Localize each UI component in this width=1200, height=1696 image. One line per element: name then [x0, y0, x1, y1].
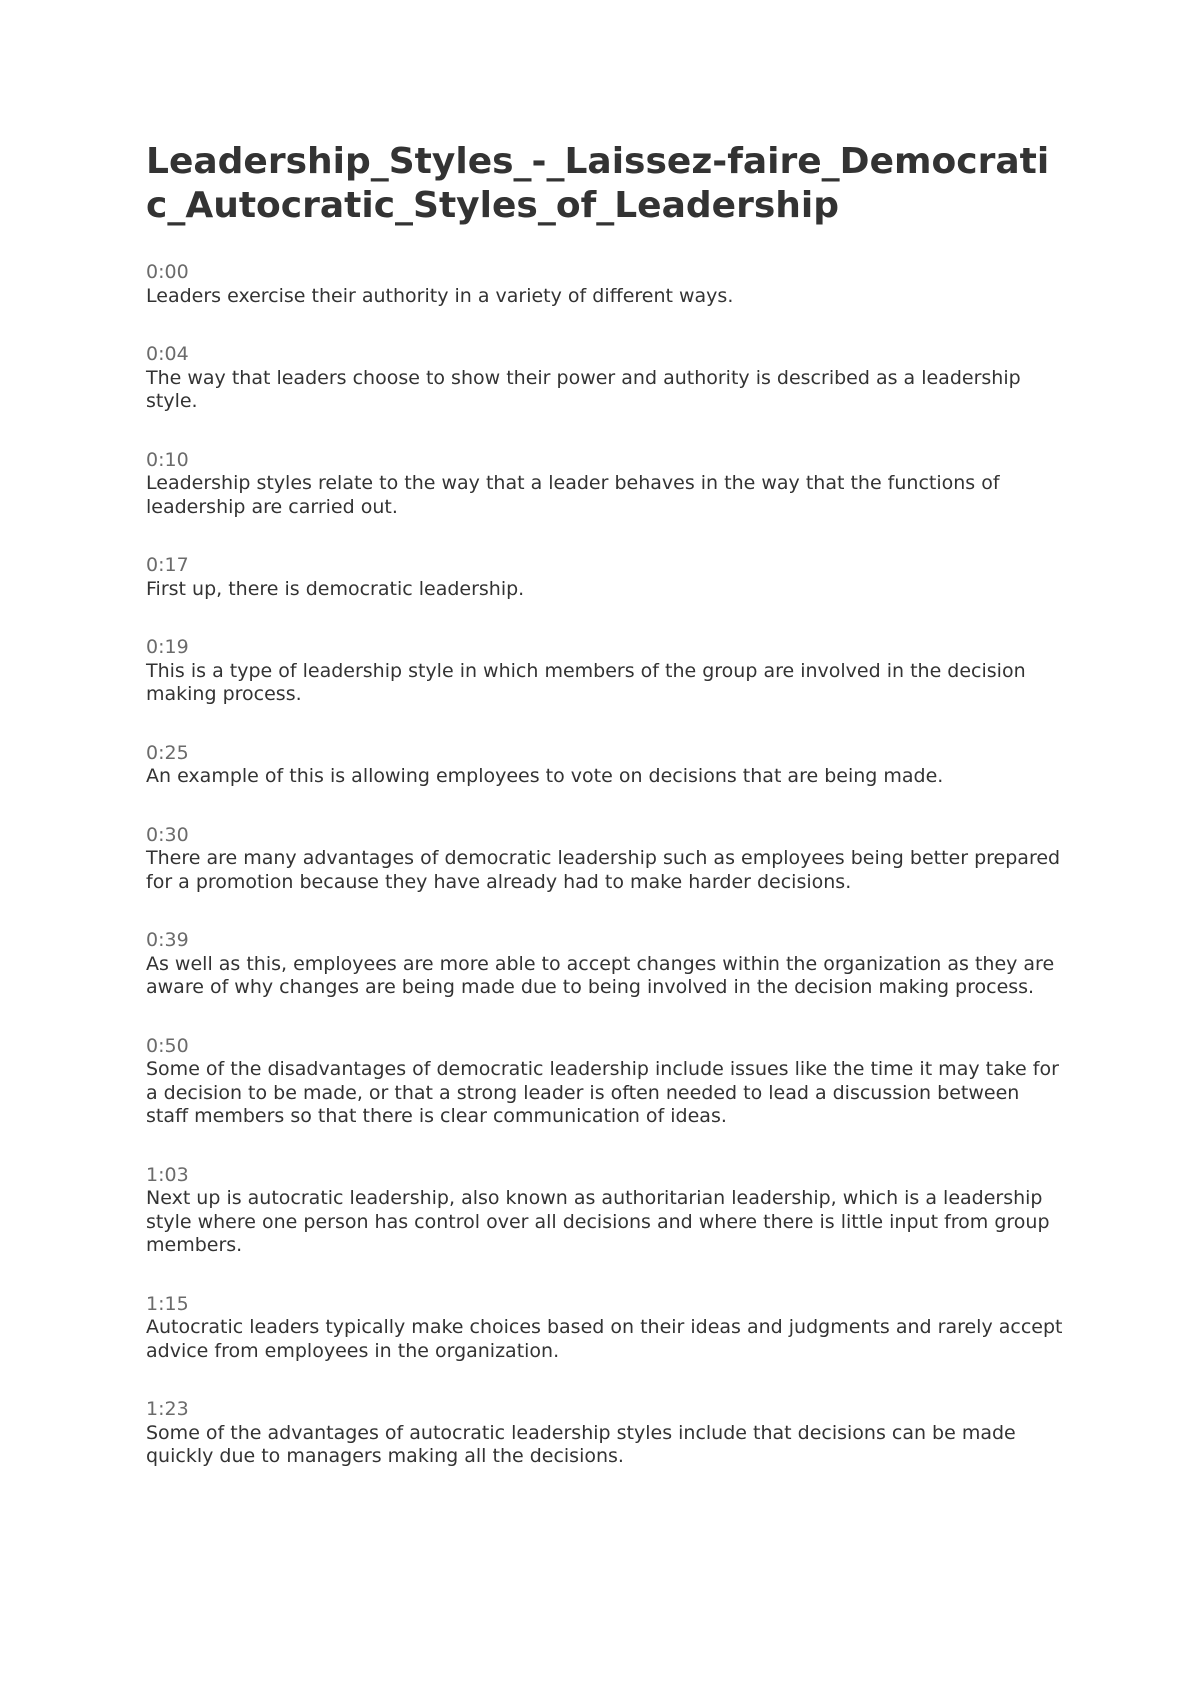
transcript [146, 261, 1066, 1469]
transcript-entry [146, 1398, 1066, 1469]
timestamp: 0:19 [146, 636, 189, 658]
caption-text: There are many advantages of democratic leadership such as employees being better prepared for a promotion because they have already had to make harder decisions. [146, 847, 1061, 893]
transcript-entry [146, 343, 1066, 414]
document-page [146, 140, 1066, 1504]
caption-text: Some of the disadvantages of democratic leadership include issues like the time it may take for a decision to be made, or that a strong leader is often needed to lead a discussion between staff members so that there is clear communication of ideas. [146, 1058, 1059, 1127]
timestamp: 0:04 [146, 343, 189, 365]
document-title: Leadership_Styles_-_Laissez-faire_Democratic_Autocratic_Styles_of_Leadership [146, 141, 1050, 226]
transcript-entry [146, 1035, 1066, 1129]
transcript-entry [146, 449, 1066, 520]
caption-text: Autocratic leaders typically make choices based on their ideas and judgments and rarely accept advice from employees in the organization. [146, 1316, 1063, 1362]
timestamp: 1:03 [146, 1163, 189, 1186]
timestamp: 0:10 [146, 448, 189, 471]
timestamp: 0:39 [146, 929, 189, 951]
timestamp: 0:17 [146, 554, 189, 576]
caption-text: Next up is autocratic leadership, also known as authoritarian leadership, which is a leadership style where one person has control over all decisions and where there is little input from group members. [146, 1187, 1050, 1256]
timestamp: 0:00 [146, 261, 189, 283]
transcript-entry [146, 1293, 1066, 1364]
timestamp: 1:23 [146, 1398, 189, 1420]
transcript-entry [146, 261, 1066, 308]
caption-text: As well as this, employees are more able to accept changes within the organization as they are aware of why changes are being made due to being involved in the decision making process. [146, 952, 1055, 998]
transcript-entry [146, 824, 1066, 895]
transcript-entry [146, 929, 1066, 1000]
transcript-entry [146, 1164, 1066, 1258]
timestamp: 0:25 [146, 741, 189, 764]
transcript-entry [146, 742, 1066, 789]
transcript-entry [146, 554, 1066, 601]
caption-text: Some of the advantages of autocratic leadership styles include that decisions can be made quickly due to managers making all the decisions. [146, 1421, 1016, 1467]
timestamp: 1:15 [146, 1292, 189, 1315]
caption-text: An example of this is allowing employees to vote on decisions that are being made. [146, 765, 944, 787]
caption-text: This is a type of leadership style in which members of the group are involved in the decision making process. [146, 659, 1026, 705]
caption-text: Leadership styles relate to the way that a leader behaves in the way that the functions of leadership are carried out. [146, 472, 1000, 518]
transcript-entry [146, 636, 1066, 707]
timestamp: 0:30 [146, 823, 189, 846]
caption-text: First up, there is democratic leadership. [146, 577, 525, 600]
caption-text: The way that leaders choose to show their power and authority is described as a leadership style. [146, 366, 1021, 412]
timestamp: 0:50 [146, 1034, 189, 1057]
caption-text: Leaders exercise their authority in a variety of different ways. [146, 284, 734, 307]
